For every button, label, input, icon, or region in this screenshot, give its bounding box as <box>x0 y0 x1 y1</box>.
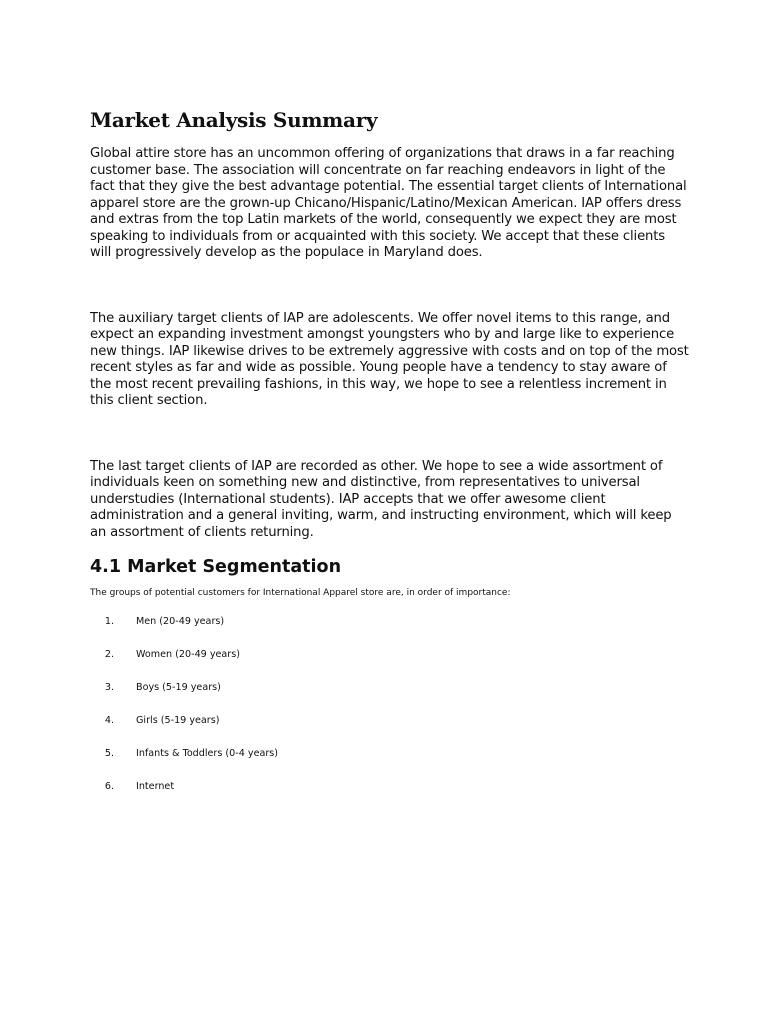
list-item-number: 6. <box>104 781 114 792</box>
list-item <box>90 616 690 649</box>
list-item-label: Girls (5-19 years) <box>136 715 220 726</box>
list-item <box>90 748 690 781</box>
paragraph-other-clients: The last target clients of IAP are recorded as other. We hope to see a wide assortment of individuals keen on something new and distinctive, from representatives to universal understudies (International students). IAP accepts that we offer awesome client administration and a general inviting, warm, and instructing environment, which will keep an assortment of clients returning. <box>90 458 672 540</box>
paragraph-secondary-clients: The auxiliary target clients of IAP are adolescents. We offer novel items to this range, and expect an expanding investment amongst youngsters who by and large like to experience new things. IAP likewise drives to be extremely aggressive with costs and on top of the most recent styles as far and wide as possible. Young people have a tendency to stay aware of the most recent prevailing fashions, in this way, we hope to see a relentless increment in this client section. <box>90 310 689 408</box>
list-item-label: Infants & Toddlers (0-4 years) <box>136 748 279 759</box>
list-item <box>90 781 690 814</box>
list-item <box>90 649 690 682</box>
list-item-number: 4. <box>104 715 114 726</box>
list-item-number: 3. <box>104 682 114 693</box>
list-item-number: 5. <box>104 748 114 759</box>
list-item <box>90 715 690 748</box>
list-item-label: Women (20-49 years) <box>136 649 240 660</box>
page-title: Market Analysis Summary <box>90 108 378 132</box>
list-item-label: Boys (5-19 years) <box>136 682 221 693</box>
list-item <box>90 682 690 715</box>
list-item-label: Men (20-49 years) <box>136 616 225 627</box>
paragraph-primary-clients: Global attire store has an uncommon offering of organizations that draws in a far reaching customer base. The association will concentrate on far reaching endeavors in light of the fact that they give the best advantage potential. The essential target clients of International apparel store are the grown-up Chicano/Hispanic/Latino/Mexican American. IAP offers dress and extras from the top Latin markets of the world, consequently we expect they are most speaking to individuals from or acquainted with this society. We accept that these clients will progressively develop as the populace in Maryland does. <box>90 146 687 260</box>
segmentation-list <box>90 616 690 814</box>
document-page <box>90 108 690 814</box>
list-item-number: 1. <box>104 616 114 627</box>
segmentation-intro: The groups of potential customers for International Apparel store are, in order of importance: <box>90 588 511 598</box>
list-item-label: Internet <box>136 781 175 792</box>
list-item-number: 2. <box>104 649 114 660</box>
section-heading-segmentation: 4.1 Market Segmentation <box>90 557 342 577</box>
